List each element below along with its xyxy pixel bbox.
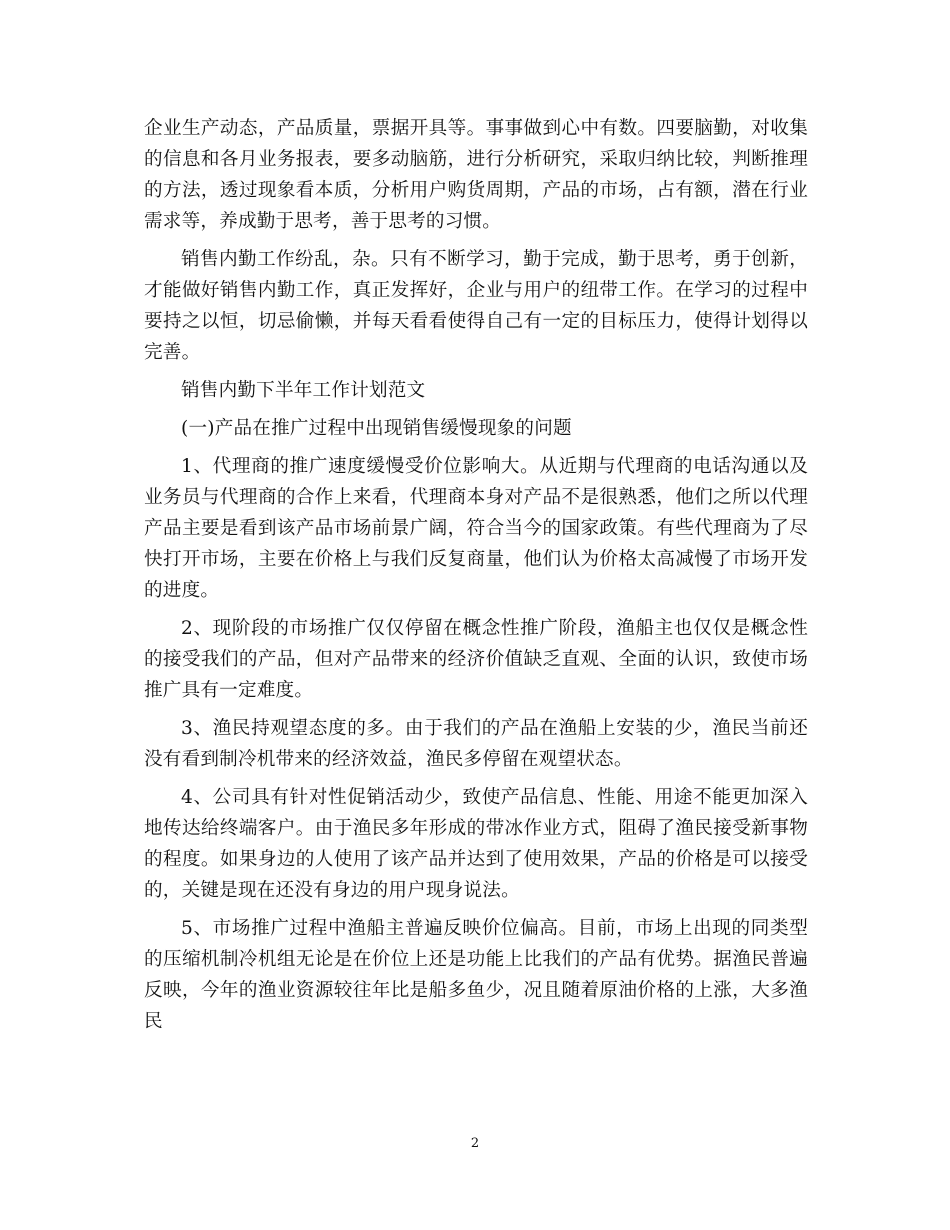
- paragraph-continuation: 企业生产动态，产品质量，票据开具等。事事做到心中有数。四要脑勤，对收集的信息和各月业务报表，要多动脑筋，进行分析研究，采取归纳比较，判断推理的方法，透过现象看本质，分析用户购货周期，产品的市场，占有额，潜在行业需求等，养成勤于思考，善于思考的习惯。: [144, 118, 808, 232]
- page-number: 2: [470, 1136, 480, 1151]
- list-item-2: 2、现阶段的市场推广仅仅停留在概念性推广阶段，渔船主也仅仅是概念性的接受我们的产品，但对产品带来的经济价值缺乏直观、全面的认识，致使市场推广具有一定难度。: [144, 618, 808, 701]
- list-item-5: 5、市场推广过程中渔船主普遍反映价位偏高。目前，市场上出现的同类型的压缩机制冷机组无论是在价位上还是功能上比我们的产品有优势。据渔民普遍反映，今年的渔业资源较往年比是船多鱼少，况且随着原油价格的上涨，大多渔民: [144, 918, 808, 1032]
- list-item-3: 3、渔民持观望态度的多。由于我们的产品在渔船上安装的少，渔民当前还没有看到制冷机带来的经济效益，渔民多停留在观望状态。: [144, 718, 808, 770]
- section-title: 销售内勤下半年工作计划范文: [181, 380, 426, 401]
- document-body: [144, 113, 808, 1037]
- list-item-1: 1、代理商的推广速度缓慢受价位影响大。从近期与代理商的电话沟通以及业务员与代理商的合作上来看，代理商本身对产品不是很熟悉，他们之所以代理产品主要是看到该产品市场前景广阔，符合当今的国家政策。有些代理商为了尽快打开市场，主要在价格上与我们反复商量，他们认为价格太高减慢了市场开发的进度。: [144, 456, 808, 601]
- paragraph-summary: 销售内勤工作纷乱，杂。只有不断学习，勤于完成，勤于思考，勇于创新，才能做好销售内勤工作，真正发挥好，企业与用户的纽带工作。在学习的过程中要持之以恒，切忌偷懒，并每天看看使得自己有一定的目标压力，使得计划得以完善。: [144, 249, 808, 363]
- subsection-heading: (一)产品在推广过程中出现销售缓慢现象的问题: [181, 418, 572, 439]
- list-item-4: 4、公司具有针对性促销活动少，致使产品信息、性能、用途不能更加深入地传达给终端客户。由于渔民多年形成的带冰作业方式，阻碍了渔民接受新事物的程度。如果身边的人使用了该产品并达到了使用效果，产品的价格是可以接受的，关键是现在还没有身边的用户现身说法。: [144, 787, 808, 901]
